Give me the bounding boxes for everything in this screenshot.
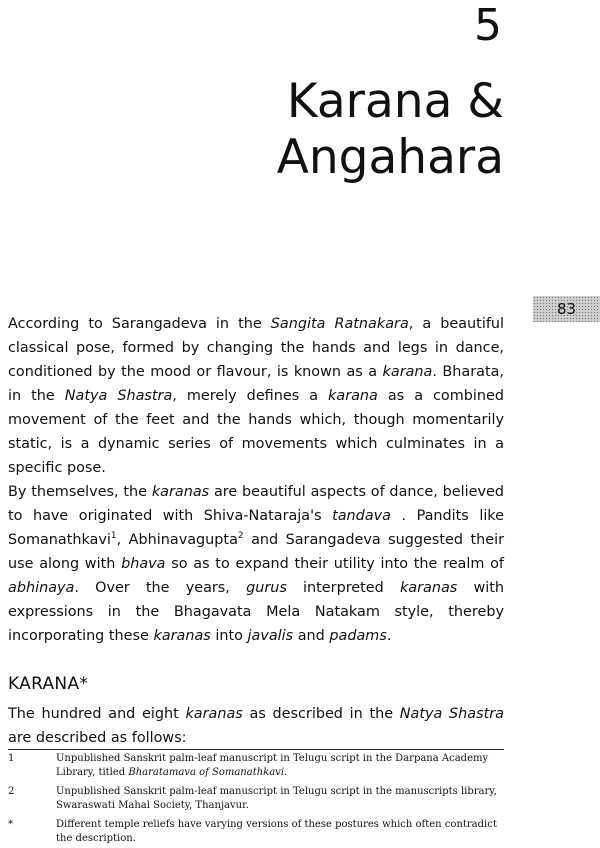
footnote-ref-1: 1	[110, 531, 117, 542]
italic-term: Sangita Ratnakara	[270, 316, 409, 332]
text-run: .	[284, 767, 288, 778]
text-run: According to Sarangadeva in the	[8, 316, 271, 332]
paragraph-karanas-list-intro	[8, 702, 504, 750]
italic-term: karanas	[185, 706, 243, 722]
footnote-mark: *	[8, 819, 13, 830]
text-run: , Abhinavagupta	[116, 532, 238, 548]
paragraph-origins	[8, 480, 504, 648]
italic-term: karanas	[151, 484, 210, 500]
footnote-mark: 2	[8, 786, 15, 797]
text-run: By themselves, the	[8, 484, 152, 500]
footnote-text: Unpublished Sanskrit palm-leaf manuscript in Telugu script in the manuscripts library, Swaraswati Mahal Society, Thanjavur.	[56, 786, 497, 811]
italic-term: bhava	[121, 556, 166, 572]
text-run: as described in the	[242, 706, 400, 722]
text-run: . Over the years,	[74, 580, 247, 596]
italic-term: Natya Shastra	[399, 706, 504, 722]
italic-term: gurus	[246, 580, 287, 596]
text-run: interpreted	[286, 580, 400, 596]
footnote-divider	[8, 749, 504, 750]
italic-title: Bharatamava of Somanathkavi	[128, 767, 285, 778]
footnote-text	[56, 752, 508, 780]
text-run: and Sarangadeva suggested their use along with	[8, 532, 504, 572]
text-run: as a combined movement of the feet and the hands which, though momentarily static, is a dynamic series of movements which culminates in a specific pose.	[8, 388, 504, 476]
chapter-title-line-1: Karana &	[286, 74, 504, 129]
text-run: with expressions in the Bhagavata Mela Natakam style, thereby incorporating these	[8, 580, 505, 644]
text-run: are described as follows:	[8, 730, 187, 746]
section-heading-karana: KARANA*	[8, 674, 89, 694]
italic-term: karanas	[399, 580, 458, 596]
text-run: , merely defines a	[172, 388, 329, 404]
text-run: so as to expand their utility into the realm of	[165, 556, 504, 572]
chapter-number: 5	[474, 0, 502, 51]
text-run: are beautiful aspects of dance, believed to have originated with Shiva-Nataraja's	[8, 484, 504, 524]
italic-term: padams	[329, 628, 387, 644]
chapter-title-line-2: Angahara	[276, 130, 504, 185]
text-run: into	[210, 628, 248, 644]
chapter-title	[277, 74, 504, 186]
footnote-ref-2: 2	[237, 531, 244, 542]
text-run: Unpublished Sanskrit palm-leaf manuscript in Telugu script in the Darpana Academy Library, titled	[56, 753, 489, 778]
text-run: The hundred and eight	[8, 706, 186, 722]
italic-term: abhinaya	[8, 580, 75, 596]
footnote-text: Different temple reliefs have varying versions of these postures which often contradict the description.	[56, 819, 497, 844]
italic-term: Natya Shastra	[64, 388, 173, 404]
page-number-badge: 83	[533, 296, 600, 322]
text-run: .	[386, 628, 392, 644]
footnote-mark: 1	[8, 753, 15, 764]
paragraph-intro	[8, 312, 504, 480]
text-run: , a beautiful classical pose, formed by changing the hands and legs in dance, conditioned by the mood or flavour, is known as a	[8, 316, 504, 380]
italic-term: karana	[382, 364, 433, 380]
text-run: and	[293, 628, 330, 644]
italic-term: karanas	[153, 628, 211, 644]
italic-term: karana	[328, 388, 378, 404]
italic-term: javalis	[247, 628, 294, 644]
text-run: . Pandits like Somanathkavi	[8, 508, 504, 548]
text-run: . Bharata, in the	[8, 364, 504, 404]
italic-term: tandava	[332, 508, 391, 524]
